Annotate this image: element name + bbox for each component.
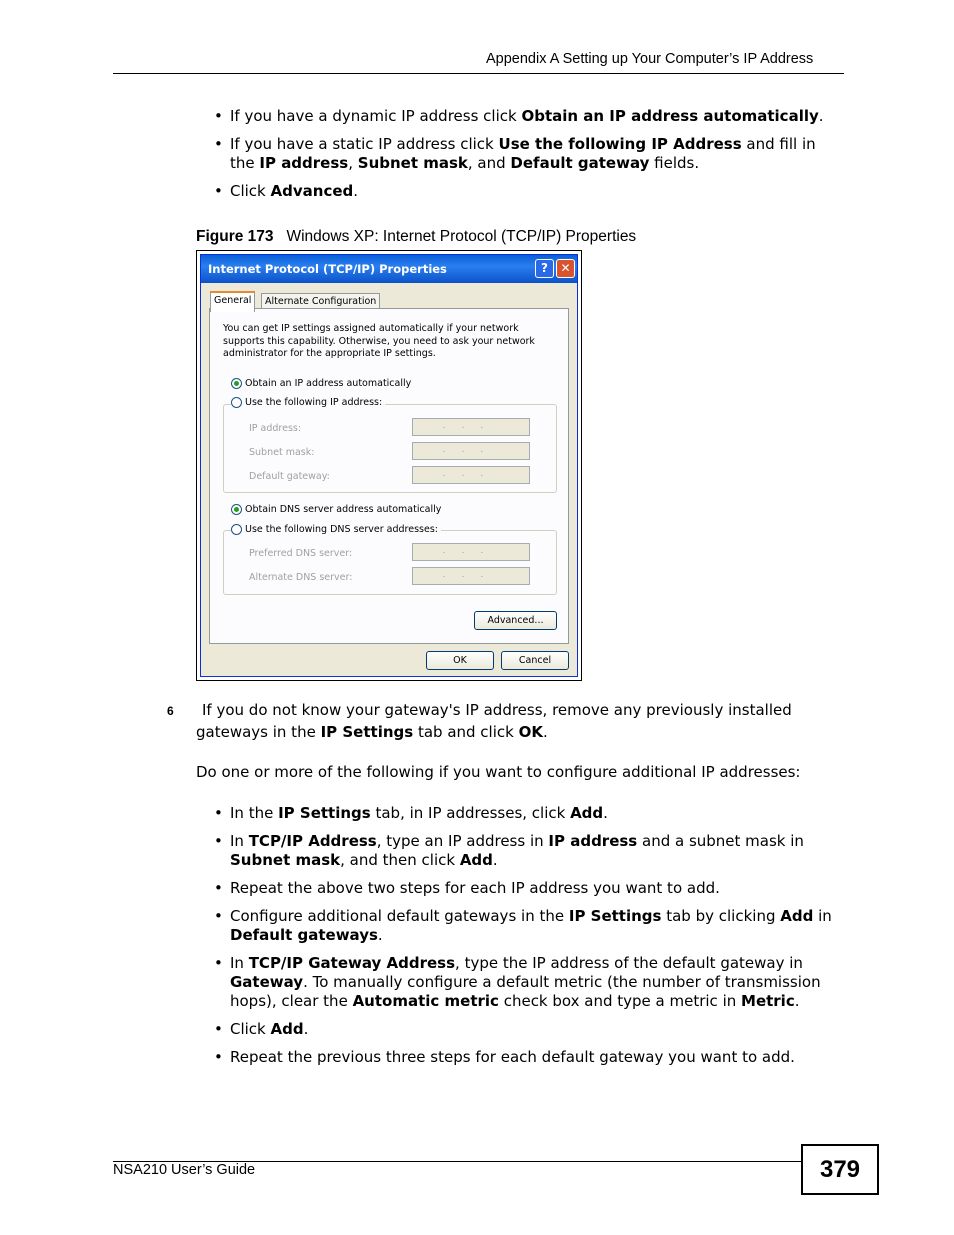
help-icon[interactable]: ? <box>535 259 554 278</box>
subnet-mask-label: Subnet mask: <box>249 447 315 458</box>
footer-guide-title: NSA210 User’s Guide <box>113 1162 256 1178</box>
obtain-ip-label: Obtain an IP address automatically <box>245 378 412 389</box>
tcpip-properties-dialog <box>200 254 578 677</box>
obtain-ip-option[interactable] <box>231 378 411 389</box>
list-item: • Repeat the previous three steps for each default gateway you want to add. <box>212 1048 844 1067</box>
obtain-dns-radio[interactable] <box>231 504 242 515</box>
dialog-titlebar[interactable] <box>201 255 577 283</box>
general-tab-panel <box>209 308 569 644</box>
list-item: • If you have a dynamic IP address click Obtain an IP address automatically. <box>212 107 844 126</box>
dialog-title: Internet Protocol (TCP/IP) Properties <box>208 262 447 276</box>
header-rule <box>113 73 844 74</box>
ok-button[interactable]: OK <box>426 651 494 670</box>
figure-title: Windows XP: Internet Protocol (TCP/IP) Properties <box>286 228 637 245</box>
tab-alternate-configuration[interactable]: Alternate Configuration <box>261 293 380 311</box>
list-item: • In TCP/IP Gateway Address, type the IP address of the default gateway in Gateway. To manually configure a default metric (the number of transmission hops), clear the Automatic metric check box and type a metric in Metric. <box>212 954 844 1011</box>
ip-address-field[interactable]: ... <box>412 418 530 436</box>
step-number: 6 <box>167 704 174 718</box>
figure-caption <box>196 228 636 246</box>
list-item: • Click Add. <box>212 1020 844 1039</box>
list-item: • Click Advanced. <box>212 182 844 201</box>
use-following-dns-option[interactable] <box>231 524 441 535</box>
figure-label: Figure 173 <box>196 228 274 245</box>
obtain-ip-radio[interactable] <box>231 378 242 389</box>
default-gateway-label: Default gateway: <box>249 471 330 482</box>
list-item: • If you have a static IP address click Use the following IP Address and fill in the IP address, Subnet mask, and Default gateway fields. <box>212 135 844 173</box>
static-ip-group <box>223 404 557 493</box>
use-following-ip-option[interactable] <box>231 397 385 408</box>
list-item: • Configure additional default gateways in the IP Settings tab by clicking Add in Default gateways. <box>212 907 844 945</box>
list-item: • Repeat the above two steps for each IP address you want to add. <box>212 879 844 898</box>
figure-frame <box>196 250 582 681</box>
list-item: • In the IP Settings tab, in IP addresses, click Add. <box>212 804 844 823</box>
bottom-bullet-list <box>212 804 844 1067</box>
close-icon[interactable]: ✕ <box>556 259 575 278</box>
running-header: Appendix A Setting up Your Computer’s IP Address <box>486 51 814 67</box>
page-number: 379 <box>801 1144 879 1195</box>
step-text: If you do not know your gateway's IP address, remove any previously installed gateways in the IP Settings tab and click OK. <box>196 701 792 741</box>
advanced-button[interactable]: Advanced... <box>474 611 557 630</box>
use-following-dns-label: Use the following DNS server addresses: <box>245 524 438 535</box>
tab-general[interactable]: General <box>210 291 255 312</box>
dialog-description: You can get IP settings assigned automatically if your network supports this capability. Otherwise, you need to ask your network administrator for the appropriate IP settings. <box>223 323 535 359</box>
preferred-dns-field[interactable]: ... <box>412 543 530 561</box>
alternate-dns-label: Alternate DNS server: <box>249 572 353 583</box>
top-bullet-list <box>212 107 844 201</box>
ip-address-label: IP address: <box>249 423 302 434</box>
alternate-dns-field[interactable]: ... <box>412 567 530 585</box>
use-following-dns-radio[interactable] <box>231 524 242 535</box>
intro-paragraph: Do one or more of the following if you want to configure additional IP addresses: <box>196 763 801 781</box>
use-following-ip-label: Use the following IP address: <box>245 397 383 408</box>
subnet-mask-field[interactable]: ... <box>412 442 530 460</box>
use-following-ip-radio[interactable] <box>231 397 242 408</box>
preferred-dns-label: Preferred DNS server: <box>249 548 353 559</box>
default-gateway-field[interactable]: ... <box>412 466 530 484</box>
cancel-button[interactable]: Cancel <box>501 651 569 670</box>
static-dns-group <box>223 530 557 595</box>
obtain-dns-label: Obtain DNS server address automatically <box>245 504 442 515</box>
obtain-dns-option[interactable] <box>231 504 441 515</box>
list-item: • In TCP/IP Address, type an IP address in IP address and a subnet mask in Subnet mask, and then click Add. <box>212 832 844 870</box>
